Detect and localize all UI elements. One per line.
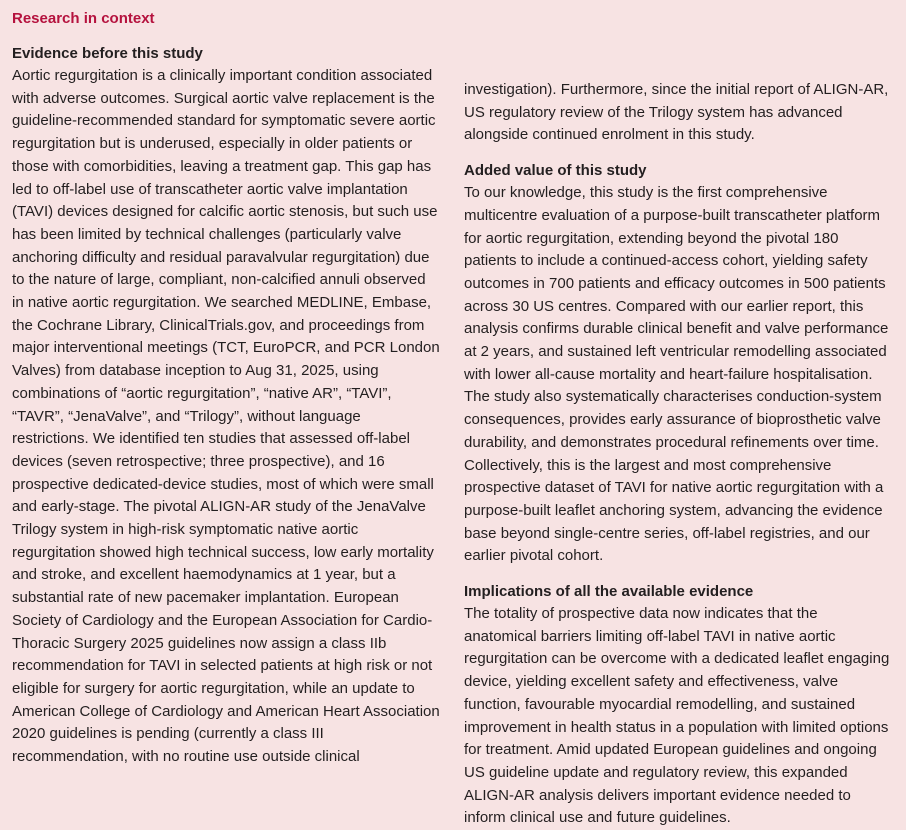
right-column [464, 43, 894, 830]
panel-title: Research in context [12, 10, 155, 27]
evidence-before-continuation: investigation). Furthermore, since the initial report of ALIGN-AR, US regulatory review of the Trilogy system has advanced alongside continued enrolment in this study. [464, 81, 889, 144]
section-spacer [464, 568, 894, 581]
section-spacer [464, 147, 894, 160]
evidence-before-text: Aortic regurgitation is a clinically important condition associated with adverse outcomes. Surgical aortic valve replacement is the guideline-recommended standard for symptomatic severe aortic regurgitation but is underused, especially in older patients or those with comorbidities, leaving a treatment gap. This gap has led to off-label use of transcatheter aortic valve implantation (TAVI) devices designed for calcific aortic stenosis, but such use has been limited by technical challenges (particularly valve anchoring difficulty and residual paravalvular regurgitation) due to the nature of large, compliant, non-calcified annuli observed in native aortic regurgitation. We searched MEDLINE, Embase, the Cochrane Library, ClinicalTrials.gov, and proceedings from major interventional meetings (TCT, EuroPCR, and PCR London Valves) from database inception to Aug 31, 2025, using combinations of “aortic regurgitation”, “native AR”, “TAVI”, “TAVR”, “JenaValve”, and “Trilogy”, without language restrictions. We identified ten studies that assessed off-label devices (seven retrospective; three prospective), and 16 prospective dedicated-device studies, most of which were small and early-stage. The pivotal ALIGN-AR study of the JenaValve Trilogy system in high-risk symptomatic native aortic regurgitation showed high technical success, low early mortality and stroke, and excellent haemodynamics at 1 year, but a substantial rate of new pacemaker implantation. European Society of Cardiology and the European Association for Cardio-Thoracic Surgery 2025 guidelines now assign a class IIb recommendation for TAVI in selected patients at high risk or not eligible for surgery for aortic regurgitation, while an update to American College of Cardiology and American Heart Association 2020 guidelines is pending (currently a class III recommendation, with no routine use outside clinical [12, 67, 440, 766]
left-column [12, 43, 440, 830]
two-column-body [12, 43, 894, 830]
implications-text: The totality of prospective data now indicates that the anatomical barriers limiting off-label TAVI in native aortic regurgitation can be overcome with a dedicated leaflet engaging device, yielding excellent safety and effectiveness, valve function, favourable myocardial remodelling, and sustained improvement in health status in a population with limited options for treatment. Amid updated European guidelines and ongoing US guideline update and regulatory review, this expanded ALIGN-AR analysis delivers important evidence needed to inform clinical use and future guidelines. [464, 605, 890, 827]
evidence-before-heading: Evidence before this study [12, 45, 203, 62]
added-value-heading: Added value of this study [464, 162, 647, 180]
implications-heading: Implications of all the available evidence [464, 583, 754, 601]
added-value-text: To our knowledge, this study is the first comprehensive multicentre evaluation of a purpose-built transcatheter platform for aortic regurgitation, extending beyond the pivotal 180 patients to include a continued-access cohort, yielding safety outcomes in 700 patients and efficacy outcomes in 500 patients across 30 US centres. Compared with our earlier report, this analysis confirms durable clinical benefit and valve performance at 2 years, and sustained left ventricular remodelling associated with lower all-cause mortality and heart-failure hospitalisation. The study also systematically characterises conduction-system consequences, provides early assurance of bioprosthetic valve durability, and demonstrates procedural refinements over time. Collectively, this is the largest and most comprehensive prospective dataset of TAVI for native aortic regurgitation with a purpose-built leaflet anchoring system, advancing the evidence base beyond single-centre series, off-label registries, and our earlier pivotal cohort. [464, 184, 889, 565]
